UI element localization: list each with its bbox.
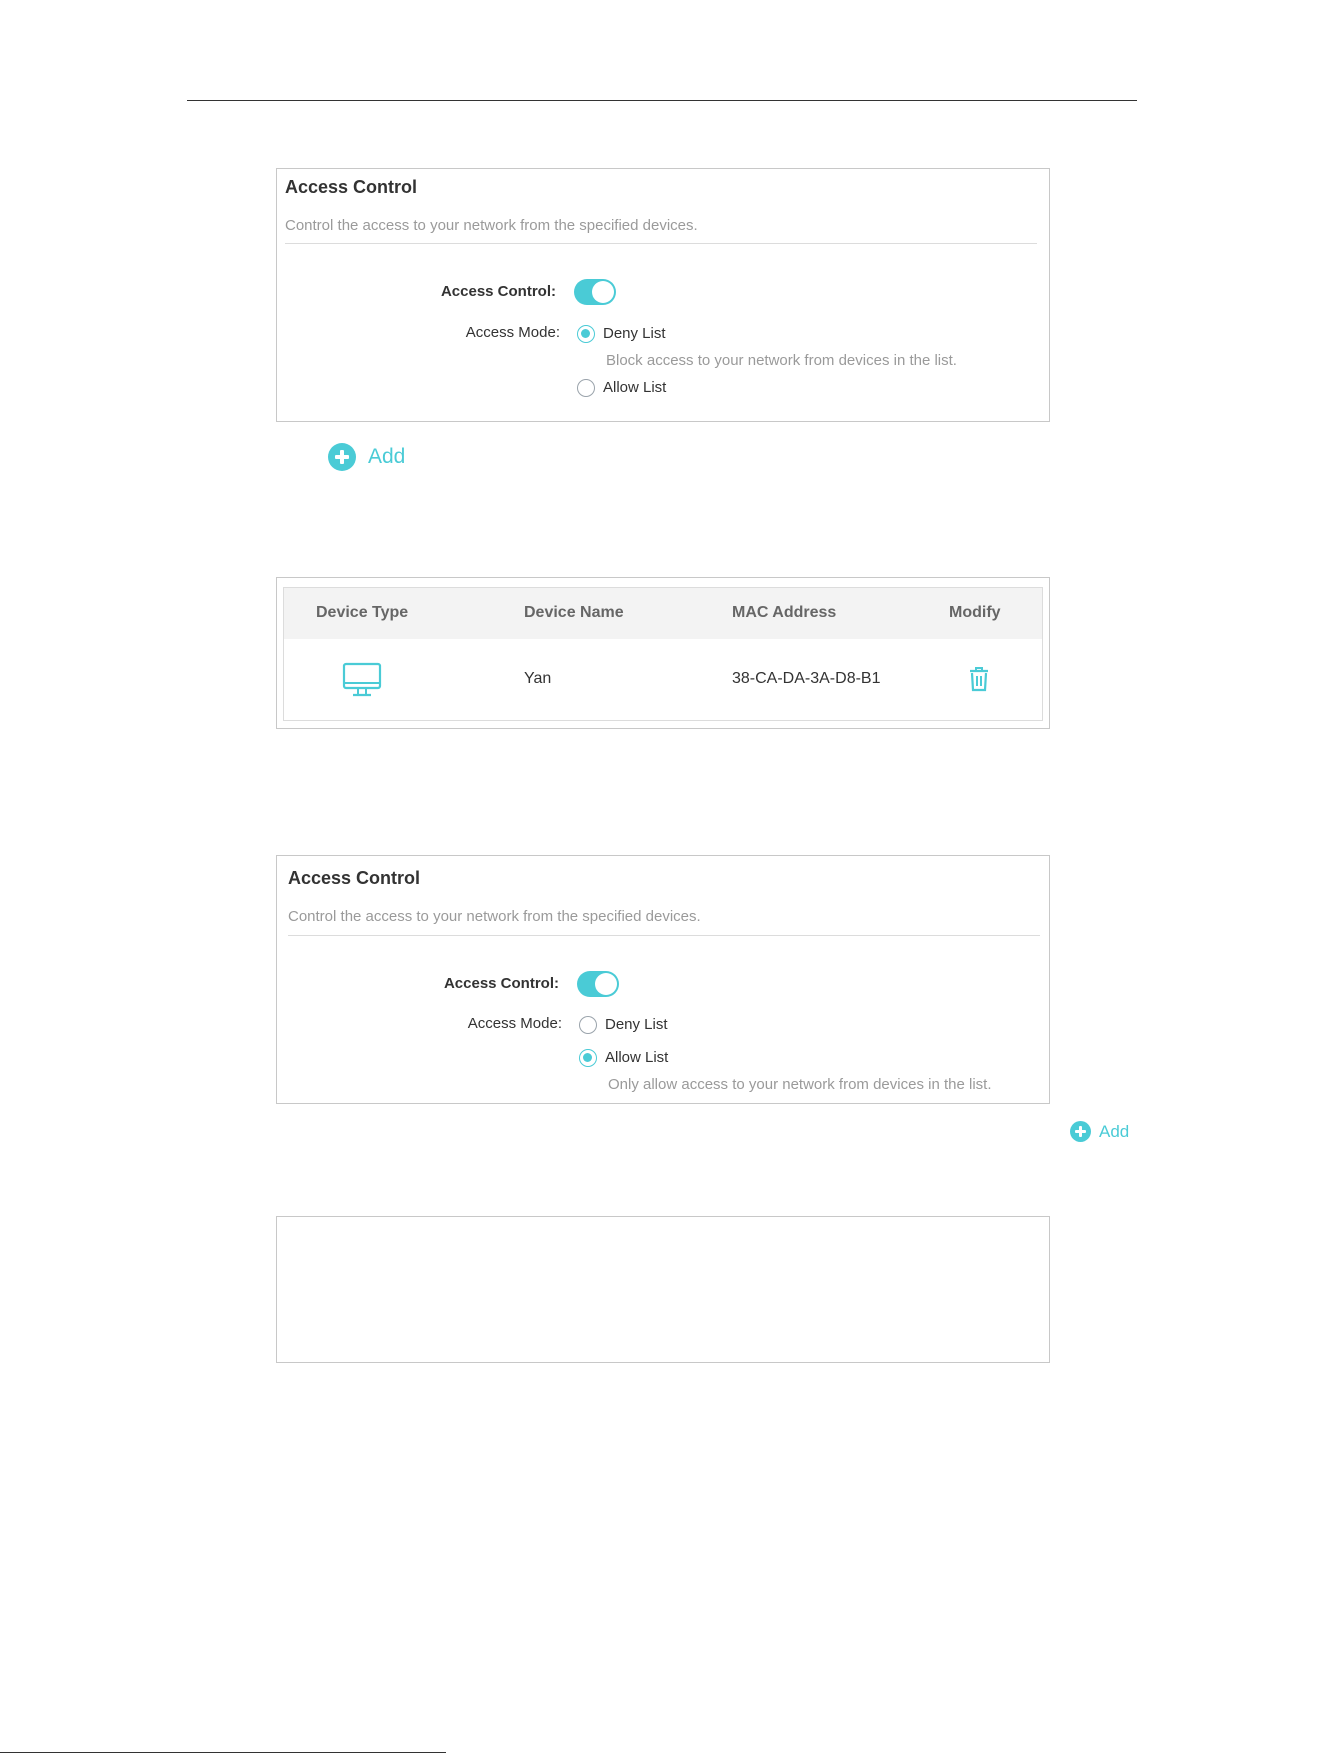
- empty-device-list: [276, 1216, 1050, 1363]
- plus-circle-icon: [1070, 1121, 1091, 1142]
- access-control-panel-allow: [276, 855, 1050, 1104]
- deny-list-hint: Block access to your network from devices in the list.: [606, 352, 957, 369]
- access-control-panel-deny: [276, 168, 1050, 422]
- access-mode-label: Access Mode:: [465, 324, 560, 341]
- plus-circle-icon: [328, 443, 356, 471]
- column-header-mac-address: MAC Address: [732, 604, 837, 621]
- device-name-cell: Yan: [524, 670, 552, 687]
- allow-list-label[interactable]: Allow List: [603, 379, 667, 396]
- page-bottom-rule: [0, 1752, 446, 1753]
- access-mode-label: Access Mode:: [467, 1015, 562, 1032]
- add-label: Add: [368, 445, 406, 468]
- add-label: Add: [1099, 1121, 1130, 1141]
- page-top-rule: [187, 100, 1137, 101]
- access-control-toggle[interactable]: [577, 971, 619, 997]
- panel-title: Access Control: [285, 177, 418, 197]
- mac-address-cell: 38-CA-DA-3A-D8-B1: [732, 670, 881, 687]
- deny-list-radio[interactable]: [577, 325, 595, 343]
- toggle-knob: [592, 281, 614, 303]
- device-table-inner: [283, 587, 1043, 721]
- panel-title: Access Control: [288, 868, 421, 888]
- access-control-label: Access Control:: [443, 975, 559, 992]
- deny-list-label[interactable]: Deny List: [603, 325, 666, 342]
- panel-divider: [288, 935, 1040, 936]
- monitor-icon: [342, 662, 382, 698]
- device-table: [276, 577, 1050, 729]
- table-header: [284, 588, 1042, 639]
- allow-list-hint: Only allow access to your network from devices in the list.: [608, 1076, 992, 1093]
- panel-description: Control the access to your network from the specified devices.: [285, 217, 698, 234]
- column-header-device-name: Device Name: [524, 604, 624, 621]
- access-control-label: Access Control:: [440, 283, 556, 300]
- add-device-button[interactable]: [328, 443, 405, 471]
- add-device-button[interactable]: [1070, 1121, 1129, 1142]
- allow-list-radio[interactable]: [577, 379, 595, 397]
- access-control-toggle[interactable]: [574, 279, 616, 305]
- allow-list-radio[interactable]: [579, 1049, 597, 1067]
- panel-description: Control the access to your network from the specified devices.: [288, 908, 701, 925]
- toggle-knob: [595, 973, 617, 995]
- panel-divider: [285, 243, 1037, 244]
- allow-list-label[interactable]: Allow List: [605, 1049, 669, 1066]
- column-header-modify: Modify: [949, 604, 1001, 621]
- trash-icon[interactable]: [968, 666, 990, 692]
- deny-list-label[interactable]: Deny List: [605, 1016, 668, 1033]
- column-header-device-type: Device Type: [316, 604, 409, 621]
- deny-list-radio[interactable]: [579, 1016, 597, 1034]
